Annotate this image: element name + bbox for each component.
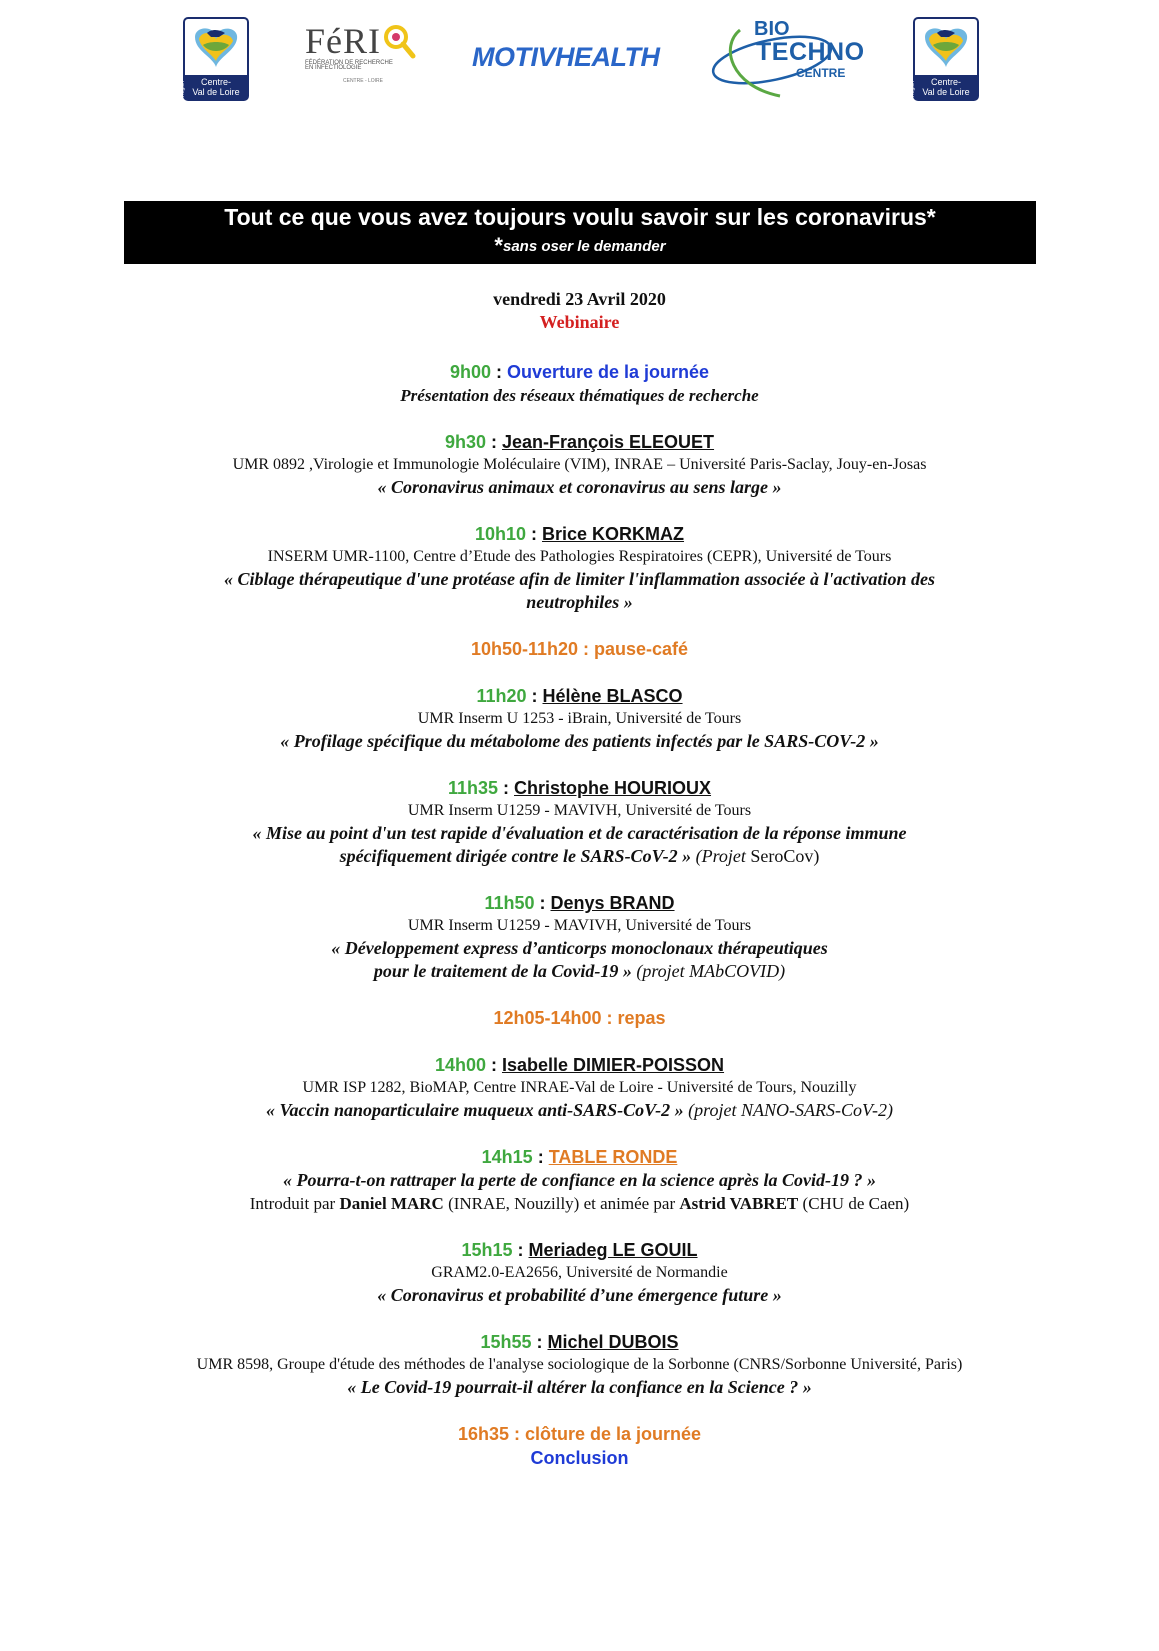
session-le-gouil <box>0 1238 1159 1262</box>
speaker-affiliation: UMR ISP 1282, BioMAP, Centre INRAE-Val de Loire - Université de Tours, Nouzilly <box>302 1079 857 1096</box>
biotechno-centre-logo <box>710 16 870 102</box>
biotechno-text-2: TECHNO <box>756 38 865 66</box>
separator: : <box>526 686 543 706</box>
round-table-question: « Pourra-t-on rattraper la perte de confiance en la science après la Covid-19 ? » <box>283 1170 876 1190</box>
separator: : <box>532 1147 549 1167</box>
feri-subtitle-2: EN INFECTIOLOGIE <box>305 65 362 71</box>
talk-title-text: pour le traitement de la Covid-19 » <box>373 961 632 981</box>
separator: : <box>485 1055 502 1075</box>
project-note: (projet MAbCOVID) <box>631 961 786 981</box>
talk-title: « Profilage spécifique du métabolome des patients infectés par le SARS-COV-2 » <box>280 731 879 751</box>
session-eleouet <box>0 430 1159 454</box>
conclusion: Conclusion <box>530 1448 629 1468</box>
biotechno-text-3: CENTRE <box>796 66 846 80</box>
region-logo-text-1: Centre- <box>930 77 961 87</box>
event-format: Webinaire <box>539 312 620 332</box>
round-table-intro <box>0 1192 1159 1215</box>
speaker-affiliation: INSERM UMR-1100, Centre d’Etude des Pathologies Respiratoires (CEPR), Université de Tours <box>267 548 892 565</box>
event-title: Tout ce que vous avez toujours voulu savoir sur les coronavirus* <box>224 204 936 230</box>
region-logo-band <box>915 75 977 99</box>
session-time: 9h30 <box>444 432 486 452</box>
coffee-break: 10h50-11h20 : pause-café <box>470 639 689 659</box>
event-date: vendredi 23 Avril 2020 <box>493 289 666 309</box>
region-logo-text-2: Val de Loire <box>192 87 240 97</box>
separator: : <box>498 778 515 798</box>
separator: : <box>534 893 551 913</box>
talk-title: « Coronavirus et probabilité d’une émergence future » <box>377 1285 782 1305</box>
speaker-affiliation: UMR Inserm U1259 - MAVIVH, Université de Tours <box>407 802 752 819</box>
program <box>0 288 1159 1470</box>
separator: : <box>485 432 502 452</box>
intro-text-1: Introduit par <box>249 1194 340 1213</box>
session-hourioux <box>0 776 1159 800</box>
moderator-name: Astrid VABRET <box>679 1194 799 1213</box>
talk-title-line-2 <box>0 845 1159 868</box>
talk-title-line-1: « Développement express d’anticorps monoclonaux thérapeutiques <box>331 938 828 958</box>
speaker-affiliation: UMR 8598, Groupe d'étude des méthodes de l'analyse sociologique de la Sorbonne (CNRS/Sorbonne Université, Paris) <box>196 1356 963 1373</box>
session-dimier-poisson <box>0 1053 1159 1077</box>
region-centre-logo-left <box>180 17 249 101</box>
feri-subtitle-3: CENTRE - LOIRE <box>343 78 384 84</box>
session-time: 11h50 <box>484 893 535 913</box>
session-round-table <box>0 1145 1159 1169</box>
speaker-affiliation: UMR Inserm U1259 - MAVIVH, Université de Tours <box>407 917 752 934</box>
talk-title-line-2 <box>0 960 1159 983</box>
region-logo-vertical-text: Région <box>180 81 186 97</box>
biotechno-text-1: BIO <box>754 18 790 40</box>
speaker-name: Brice KORKMAZ <box>542 524 685 544</box>
talk-title-text: « Vaccin nanoparticulaire muqueux anti-SARS-CoV-2 » <box>266 1100 684 1120</box>
session-korkmaz <box>0 522 1159 546</box>
session-time: 11h35 <box>447 778 499 798</box>
session-description: Présentation des réseaux thématiques de recherche <box>400 386 759 405</box>
feri-logo <box>305 20 415 100</box>
session-time: 15h55 <box>480 1332 532 1352</box>
region-centre-logo-right <box>910 17 979 101</box>
talk-title-line-1: « Ciblage thérapeutique d'une protéase afin de limiter l'inflammation associée à l'activation des <box>224 569 935 589</box>
intro-text-2: (INRAE, Nouzilly) et animée par <box>443 1194 680 1213</box>
separator: : <box>512 1240 529 1260</box>
feri-subtitle-1: FÉDÉRATION DE RECHERCHE <box>305 60 393 66</box>
region-heart-icon <box>189 23 243 73</box>
lunch-break: 12h05-14h00 : repas <box>493 1008 666 1028</box>
speaker-name: Hélène BLASCO <box>542 686 683 706</box>
session-dubois <box>0 1330 1159 1354</box>
separator: : <box>526 524 543 544</box>
session-time: 15h15 <box>461 1240 513 1260</box>
event-subtitle <box>124 233 1036 259</box>
speaker-name: Denys BRAND <box>550 893 675 913</box>
region-heart-icon <box>919 23 973 73</box>
session-brand <box>0 891 1159 915</box>
introducer-name: Daniel MARC <box>339 1194 444 1213</box>
motivhealth-logo: MOTIVHEALTH <box>472 42 660 72</box>
region-logo-text-2: Val de Loire <box>922 87 970 97</box>
separator: : <box>490 362 507 382</box>
project-note: (projet NANO-SARS-CoV-2) <box>683 1100 893 1120</box>
session-blasco <box>0 684 1159 708</box>
feri-name: FéRI <box>305 21 381 61</box>
title-banner <box>124 201 1036 264</box>
subtitle-text: sans oser le demander <box>502 238 666 255</box>
speaker-name: Meriadeg LE GOUIL <box>528 1240 698 1260</box>
region-logo-text-1: Centre- <box>200 77 231 87</box>
project-note-prefix: (Projet <box>691 846 746 866</box>
project-note-name: SeroCov) <box>745 846 820 866</box>
speaker-name: Christophe HOURIOUX <box>514 778 712 798</box>
talk-title-line-1: « Mise au point d'un test rapide d'évaluation et de caractérisation de la réponse immune <box>252 823 907 843</box>
talk-title: « Coronavirus animaux et coronavirus au sens large » <box>377 477 782 497</box>
speaker-name: Isabelle DIMIER-POISSON <box>501 1055 725 1075</box>
session-time: 9h00 <box>449 362 491 382</box>
speaker-affiliation: GRAM2.0-EA2656, Université de Normandie <box>431 1264 728 1281</box>
speaker-name: Jean-François ELEOUET <box>501 432 715 452</box>
separator: : <box>531 1332 548 1352</box>
logo-bar <box>0 14 1159 104</box>
region-logo-vertical-text: Région <box>910 81 916 97</box>
session-opening <box>0 360 1159 384</box>
round-table-title: TABLE RONDE <box>548 1147 678 1167</box>
session-time: 14h00 <box>434 1055 486 1075</box>
session-time: 10h10 <box>474 524 527 544</box>
session-time: 14h15 <box>481 1147 533 1167</box>
subtitle-asterisk: * <box>494 233 503 258</box>
talk-title <box>0 1099 1159 1122</box>
intro-text-3: (CHU de Caen) <box>798 1194 910 1213</box>
session-time: 11h20 <box>476 686 527 706</box>
talk-title: « Le Covid-19 pourrait-il altérer la confiance en la Science ? » <box>347 1377 812 1397</box>
closing-session: 16h35 : clôture de la journée <box>457 1424 702 1444</box>
speaker-name: Michel DUBOIS <box>547 1332 679 1352</box>
speaker-affiliation: UMR Inserm U 1253 - iBrain, Université de Tours <box>417 710 742 727</box>
region-logo-band <box>185 75 247 99</box>
talk-title-line-2: neutrophiles » <box>526 592 633 612</box>
talk-title-text: spécifiquement dirigée contre le SARS-CoV-2 » <box>339 846 692 866</box>
speaker-affiliation: UMR 0892 ,Virologie et Immunologie Moléculaire (VIM), INRAE – Université Paris-Saclay, Jouy-en-Josas <box>232 456 927 473</box>
session-title: Ouverture de la journée <box>506 362 710 382</box>
magnifier-icon <box>383 24 417 62</box>
